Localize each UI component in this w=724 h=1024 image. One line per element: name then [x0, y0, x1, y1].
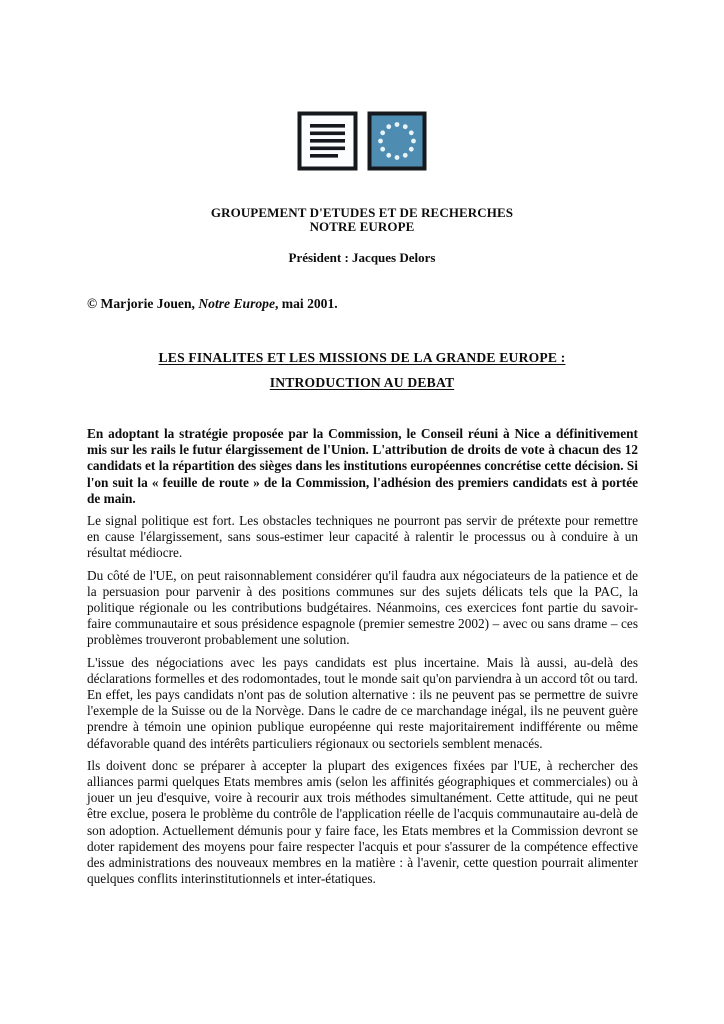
title-line-2: INTRODUCTION AU DEBAT — [269, 375, 455, 390]
title-line-1: LES FINALITES ET LES MISSIONS DE LA GRANDE EUROPE : — [158, 350, 566, 365]
org-line-2: NOTRE EUROPE — [309, 218, 415, 234]
copyright-date: , mai 2001. — [275, 296, 338, 311]
copyright-author: © Marjorie Jouen, — [87, 296, 199, 311]
copyright-line — [87, 296, 338, 312]
paragraph: Ils doivent donc se préparer à accepter la plupart des exigences fixées par l'UE, à rechercher des alliances parmi quelques Etats membres amis (selon les affinités géographiques et commerciales) ou à jouer un jeu d'esquive, voire à recourir aux trois méthodes simultanément. Cette attitude, qui ne peut être exclue, posera le problème du contrôle de l'application réelle de l'acquis communautaire au-delà de son adoption. Actuellement démunis pour y faire face, les Etats membres et la Commission devront se doter rapidement des moyens pour faire respecter l'acquis et pour s'assurer de la compétence effective des administrations des nouveaux membres en la matière : à l'avenir, cette question pourrait alimenter quelques conflits interinstitutionnels et inter-étatiques. — [87, 757, 638, 887]
paragraph: Le signal politique est fort. Les obstacles techniques ne pourront pas servir de prétexte pour remettre en cause l'élargissement, sans sous-estimer leur capacité à ralentir le processus ou à conduire à un résultat médiocre. — [87, 513, 638, 561]
document-title — [0, 345, 724, 395]
lined-pages-icon — [297, 111, 358, 171]
paragraph: L'issue des négociations avec les pays candidats est plus incertaine. Mais là aussi, au-delà des déclarations formelles et des rodomontades, tout le monde sait qu'on parviendra à un accord tôt ou tard. En effet, les pays candidats n'ont pas de solution alternative : ils ne peuvent pas se permettre de suivre l'exemple de la Suisse ou de la Norvège. Dans le cadre de ce marchandage inégal, ils ne peuvent guère prendre à témoin une opinion publique européenne qui reste majoritairement indifférente ou même défavorable quand des intérêts particuliers régionaux ou sectoriels semblent menacés. — [87, 654, 638, 751]
document-body — [87, 426, 638, 893]
paragraph-intro-bold: En adoptant la stratégie proposée par la Commission, le Conseil réuni à Nice a définitivement mis sur les rails le futur élargissement de l'Union. L'attribution de droits de vote à chacun des 12 candidats et la répartition des sièges dans les institutions européennes concrétise cette décision. Si l'on suit la « feuille de route » de la Commission, l'adhésion des premiers candidats est à portée de main. — [87, 426, 638, 506]
logo-row — [0, 111, 724, 171]
copyright-publication: Notre Europe — [198, 296, 275, 311]
organization-name — [0, 206, 724, 233]
paragraph: Du côté de l'UE, on peut raisonnablement considérer qu'il faudra aux négociateurs de la patience et de la persuasion pour parvenir à des positions communes sur des sujets délicats tels que la PAC, la politique régionale ou les contributions budgétaires. Néanmoins, ces exercices font partie du savoir-faire communautaire et sous présidence espagnole (premier semestre 2002) – avec ou sans drame – ces problèmes trouveront probablement une solution. — [87, 567, 638, 648]
org-line-1: GROUPEMENT D'ETUDES ET DE RECHERCHES — [210, 205, 514, 220]
president-line: Président : Jacques Delors — [288, 250, 436, 265]
eu-flag-icon — [367, 111, 427, 171]
